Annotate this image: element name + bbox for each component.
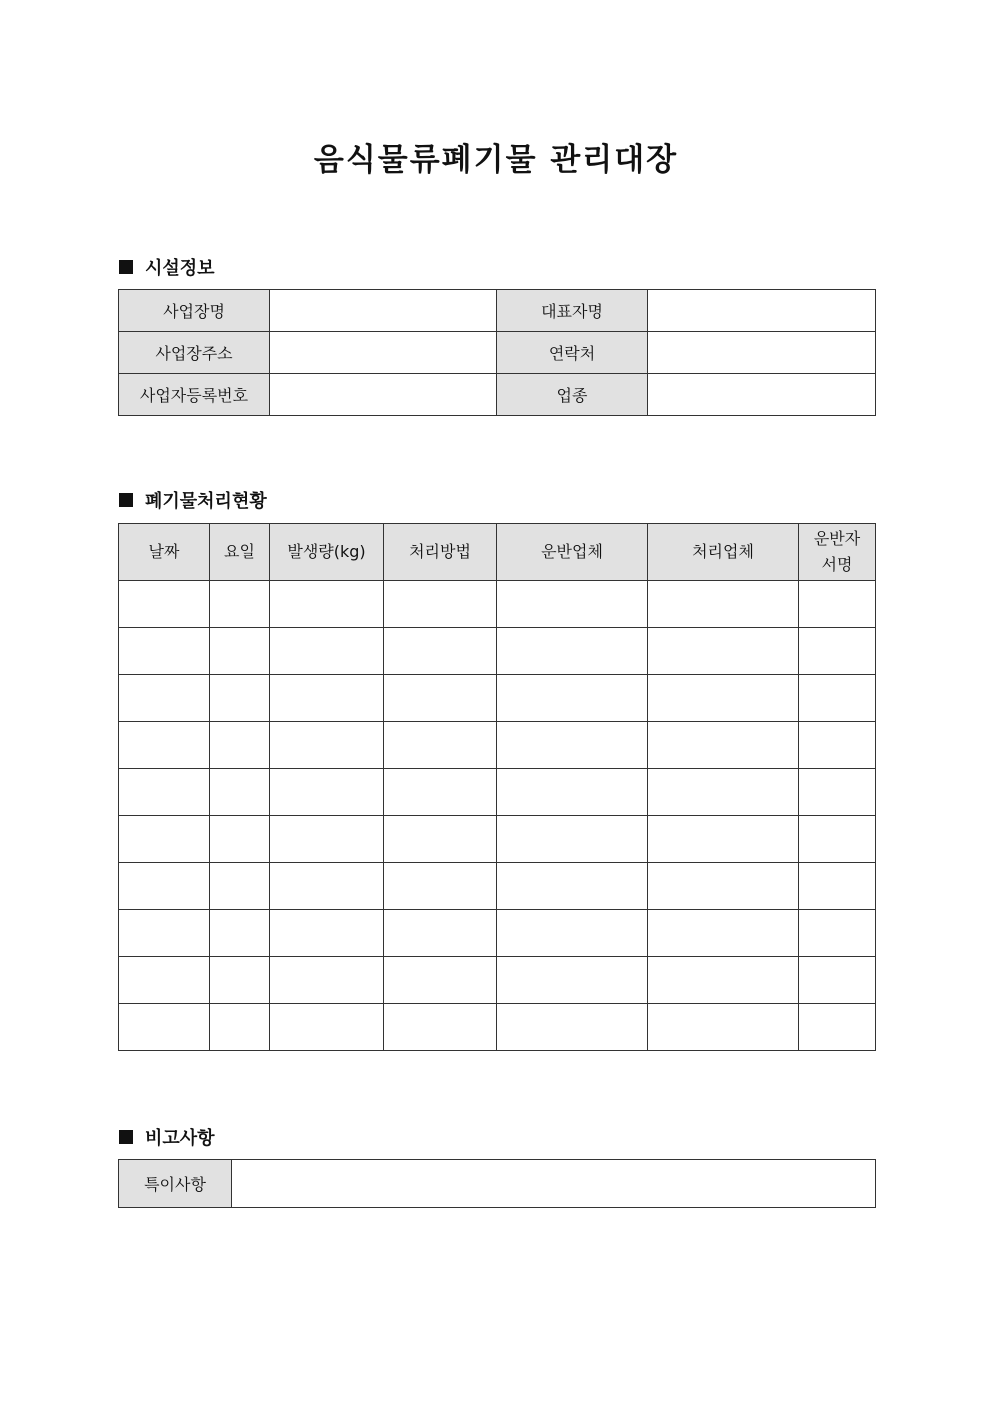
square-bullet-icon: [119, 1130, 133, 1144]
amount-cell[interactable]: [270, 722, 384, 769]
method-cell[interactable]: [384, 581, 497, 628]
waste-processing-table: [118, 523, 876, 1051]
page-title: 음식물류폐기물 관리대장: [313, 142, 679, 178]
amount-cell[interactable]: [270, 581, 384, 628]
date-cell[interactable]: [119, 722, 210, 769]
processor-cell[interactable]: [648, 722, 799, 769]
transporter-cell[interactable]: [497, 675, 648, 722]
col-day: 요일: [210, 524, 270, 581]
signature-cell[interactable]: [799, 628, 876, 675]
date-cell[interactable]: [119, 1004, 210, 1051]
date-cell[interactable]: [119, 816, 210, 863]
transporter-cell[interactable]: [497, 863, 648, 910]
table-row: [119, 628, 876, 675]
method-cell[interactable]: [384, 910, 497, 957]
table-row: [119, 332, 876, 374]
waste-heading-text: 폐기물처리현황: [145, 491, 267, 512]
col-signature-line2: 서명: [821, 555, 853, 574]
processor-cell[interactable]: [648, 769, 799, 816]
table-row: [119, 1160, 876, 1208]
method-cell[interactable]: [384, 628, 497, 675]
processor-cell[interactable]: [648, 957, 799, 1004]
processor-cell[interactable]: [648, 1004, 799, 1051]
method-cell[interactable]: [384, 957, 497, 1004]
table-row: [119, 863, 876, 910]
special-notes-field[interactable]: [232, 1160, 876, 1208]
date-cell[interactable]: [119, 910, 210, 957]
amount-cell[interactable]: [270, 816, 384, 863]
date-cell[interactable]: [119, 581, 210, 628]
day-cell[interactable]: [210, 863, 270, 910]
facility-heading-text: 시설정보: [145, 258, 215, 279]
transporter-cell[interactable]: [497, 816, 648, 863]
table-row: [119, 675, 876, 722]
table-row: [119, 1004, 876, 1051]
remarks-table: [118, 1159, 876, 1208]
table-row: [119, 290, 876, 332]
remarks-heading-text: 비고사항: [145, 1128, 215, 1149]
col-transporter: 운반업체: [497, 524, 648, 581]
signature-cell[interactable]: [799, 816, 876, 863]
day-cell[interactable]: [210, 910, 270, 957]
day-cell[interactable]: [210, 581, 270, 628]
day-cell[interactable]: [210, 957, 270, 1004]
amount-cell[interactable]: [270, 863, 384, 910]
table-row: [119, 722, 876, 769]
transporter-cell[interactable]: [497, 957, 648, 1004]
amount-cell[interactable]: [270, 769, 384, 816]
processor-cell[interactable]: [648, 863, 799, 910]
waste-section-heading: [119, 487, 267, 513]
col-processor: 처리업체: [648, 524, 799, 581]
table-row: [119, 910, 876, 957]
date-cell[interactable]: [119, 769, 210, 816]
signature-cell[interactable]: [799, 957, 876, 1004]
business-address-field[interactable]: [270, 332, 497, 374]
method-cell[interactable]: [384, 863, 497, 910]
col-date: 날짜: [119, 524, 210, 581]
business-name-field[interactable]: [270, 290, 497, 332]
col-amount: 발생량(kg): [270, 524, 384, 581]
processor-cell[interactable]: [648, 816, 799, 863]
col-signature: [799, 524, 876, 581]
signature-cell[interactable]: [799, 1004, 876, 1051]
signature-cell[interactable]: [799, 769, 876, 816]
facility-section-heading: [119, 254, 215, 280]
day-cell[interactable]: [210, 769, 270, 816]
date-cell[interactable]: [119, 628, 210, 675]
processor-cell[interactable]: [648, 581, 799, 628]
method-cell[interactable]: [384, 1004, 497, 1051]
transporter-cell[interactable]: [497, 722, 648, 769]
amount-cell[interactable]: [270, 628, 384, 675]
business-address-label: 사업장주소: [119, 332, 270, 374]
transporter-cell[interactable]: [497, 1004, 648, 1051]
method-cell[interactable]: [384, 816, 497, 863]
amount-cell[interactable]: [270, 957, 384, 1004]
transporter-cell[interactable]: [497, 628, 648, 675]
representative-field[interactable]: [648, 290, 876, 332]
contact-label: 연락처: [497, 332, 648, 374]
transporter-cell[interactable]: [497, 581, 648, 628]
processor-cell[interactable]: [648, 675, 799, 722]
day-cell[interactable]: [210, 628, 270, 675]
table-row: [119, 816, 876, 863]
special-notes-label: 특이사항: [119, 1160, 232, 1208]
day-cell[interactable]: [210, 722, 270, 769]
signature-cell[interactable]: [799, 722, 876, 769]
date-cell[interactable]: [119, 675, 210, 722]
registration-number-field[interactable]: [270, 374, 497, 416]
table-header-row: [119, 524, 876, 581]
business-name-label: 사업장명: [119, 290, 270, 332]
signature-cell[interactable]: [799, 910, 876, 957]
amount-cell[interactable]: [270, 1004, 384, 1051]
table-row: [119, 957, 876, 1004]
date-cell[interactable]: [119, 957, 210, 1004]
signature-cell[interactable]: [799, 581, 876, 628]
col-signature-line1: 운반자: [813, 529, 861, 548]
table-row: [119, 374, 876, 416]
facility-info-table: [118, 289, 876, 416]
table-row: [119, 769, 876, 816]
date-cell[interactable]: [119, 863, 210, 910]
col-method: 처리방법: [384, 524, 497, 581]
transporter-cell[interactable]: [497, 769, 648, 816]
amount-cell[interactable]: [270, 675, 384, 722]
signature-cell[interactable]: [799, 675, 876, 722]
contact-field[interactable]: [648, 332, 876, 374]
remarks-section-heading: [119, 1124, 215, 1150]
square-bullet-icon: [119, 493, 133, 507]
registration-number-label: 사업자등록번호: [119, 374, 270, 416]
table-row: [119, 581, 876, 628]
method-cell[interactable]: [384, 722, 497, 769]
amount-cell[interactable]: [270, 910, 384, 957]
transporter-cell[interactable]: [497, 910, 648, 957]
business-type-field[interactable]: [648, 374, 876, 416]
processor-cell[interactable]: [648, 910, 799, 957]
method-cell[interactable]: [384, 769, 497, 816]
method-cell[interactable]: [384, 675, 497, 722]
signature-cell[interactable]: [799, 863, 876, 910]
day-cell[interactable]: [210, 675, 270, 722]
day-cell[interactable]: [210, 1004, 270, 1051]
day-cell[interactable]: [210, 816, 270, 863]
processor-cell[interactable]: [648, 628, 799, 675]
business-type-label: 업종: [497, 374, 648, 416]
representative-label: 대표자명: [497, 290, 648, 332]
square-bullet-icon: [119, 260, 133, 274]
